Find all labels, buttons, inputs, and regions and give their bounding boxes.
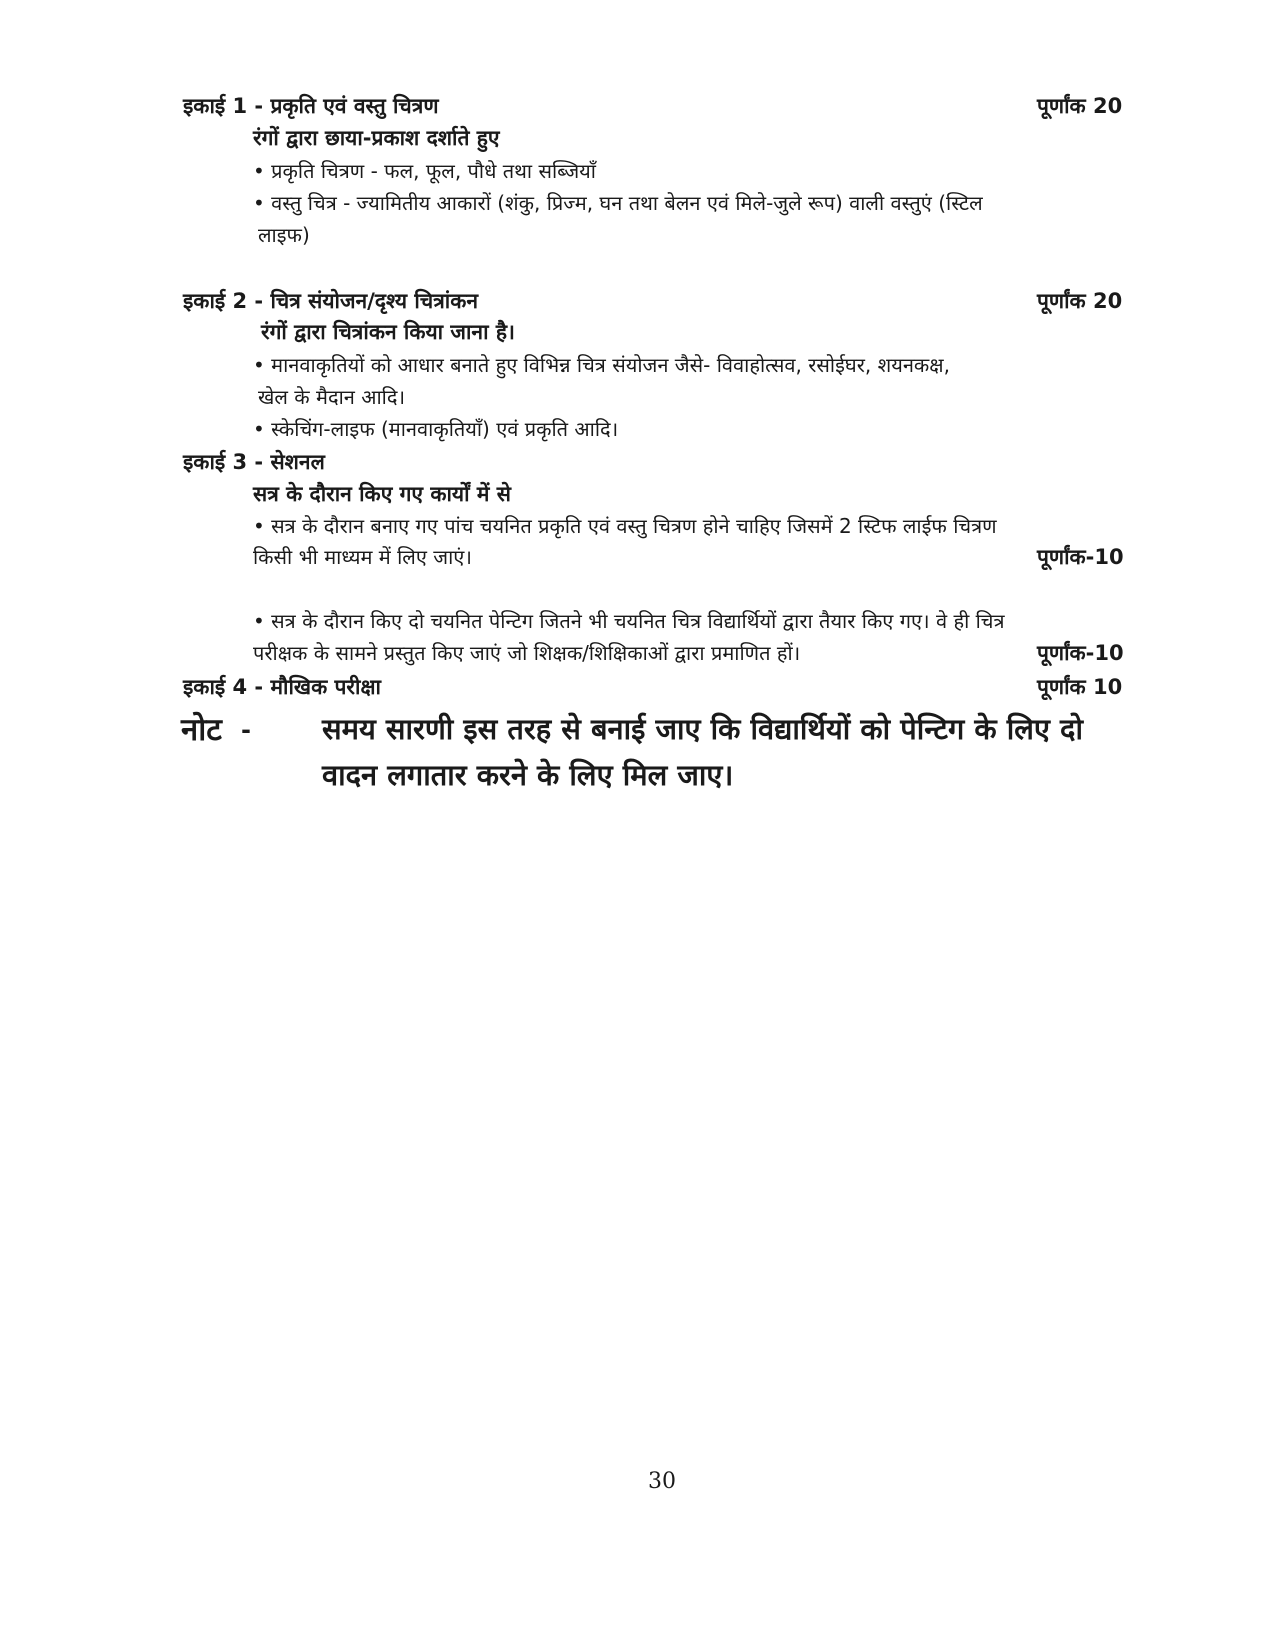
unit3-item2-line1: • सत्र के दौरान किए दो चयनित पेन्टिग जितने भी चयनित चित्र विद्यार्थियों द्वारा तैयार किए गए। वे ही चित्र <box>253 609 1005 633</box>
unit3-item1-line1: • सत्र के दौरान बनाए गए पांच चयनित प्रकृति एवं वस्तु चित्रण होने चाहिए जिसमें 2 स्टिफ लाईफ चित्रण <box>253 514 997 538</box>
unit3-item2-marks: पूर्णांक-10 <box>1037 641 1124 665</box>
unit3-subhead: सत्र के दौरान किए गए कार्यों में से <box>253 482 511 506</box>
unit2-bullet-1: • मानवाकृतियों को आधार बनाते हुए विभिन्न चित्र संयोजन जैसे- विवाहोत्सव, रसोईघर, शयनकक्ष, <box>253 353 950 377</box>
unit1-marks: पूर्णांक 20 <box>1037 94 1123 118</box>
page-number: 30 <box>648 1469 676 1494</box>
note-line-1: समय सारणी इस तरह से बनाई जाए कि विद्यार्थियों को पेन्टिग के लिए दो <box>322 712 1083 746</box>
unit1-subhead: रंगों द्वारा छाया-प्रकाश दर्शाते हुए <box>253 126 500 150</box>
note-dash: - <box>241 716 251 744</box>
unit1-bullet-1: • प्रकृति चित्रण - फल, फूल, पौधे तथा सब्जियाँ <box>253 159 596 183</box>
unit1-bullet-2: • वस्तु चित्र - ज्यामितीय आकारों (शंकु, प्रिज्म, घन तथा बेलन एवं मिले-जुले रूप) वाली वस्तुएं (स्टिल <box>253 191 983 215</box>
unit2-title: इकाई 2 - चित्र संयोजन/दृश्य चित्रांकन <box>183 289 479 313</box>
unit1-title: इकाई 1 - प्रकृति एवं वस्तु चित्रण <box>183 94 439 118</box>
unit2-bullet-2: • स्केचिंग-लाइफ (मानवाकृतियाँ) एवं प्रकृति आदि। <box>253 417 619 441</box>
unit3-item1-marks: पूर्णांक-10 <box>1037 545 1124 569</box>
unit3-item2-line2: परीक्षक के सामने प्रस्तुत किए जाएं जो शिक्षक/शिक्षिकाओं द्वारा प्रमाणित हों। <box>253 641 801 665</box>
unit3-title: इकाई 3 - सेशनल <box>183 450 325 474</box>
unit4-marks: पूर्णांक 10 <box>1037 675 1123 699</box>
unit2-bullet-1-cont: खेल के मैदान आदि। <box>258 385 406 409</box>
unit2-subhead: रंगों द्वारा चित्रांकन किया जाना है। <box>261 320 515 344</box>
unit2-marks: पूर्णांक 20 <box>1037 289 1123 313</box>
note-line-2: वादन लगातार करने के लिए मिल जाए। <box>322 758 734 792</box>
unit4-title: इकाई 4 - मौखिक परीक्षा <box>183 675 381 699</box>
unit1-bullet-2-cont: लाइफ) <box>258 223 310 247</box>
note-label: नोट <box>181 712 222 748</box>
unit3-item1-line2: किसी भी माध्यम में लिए जाएं। <box>253 545 472 569</box>
